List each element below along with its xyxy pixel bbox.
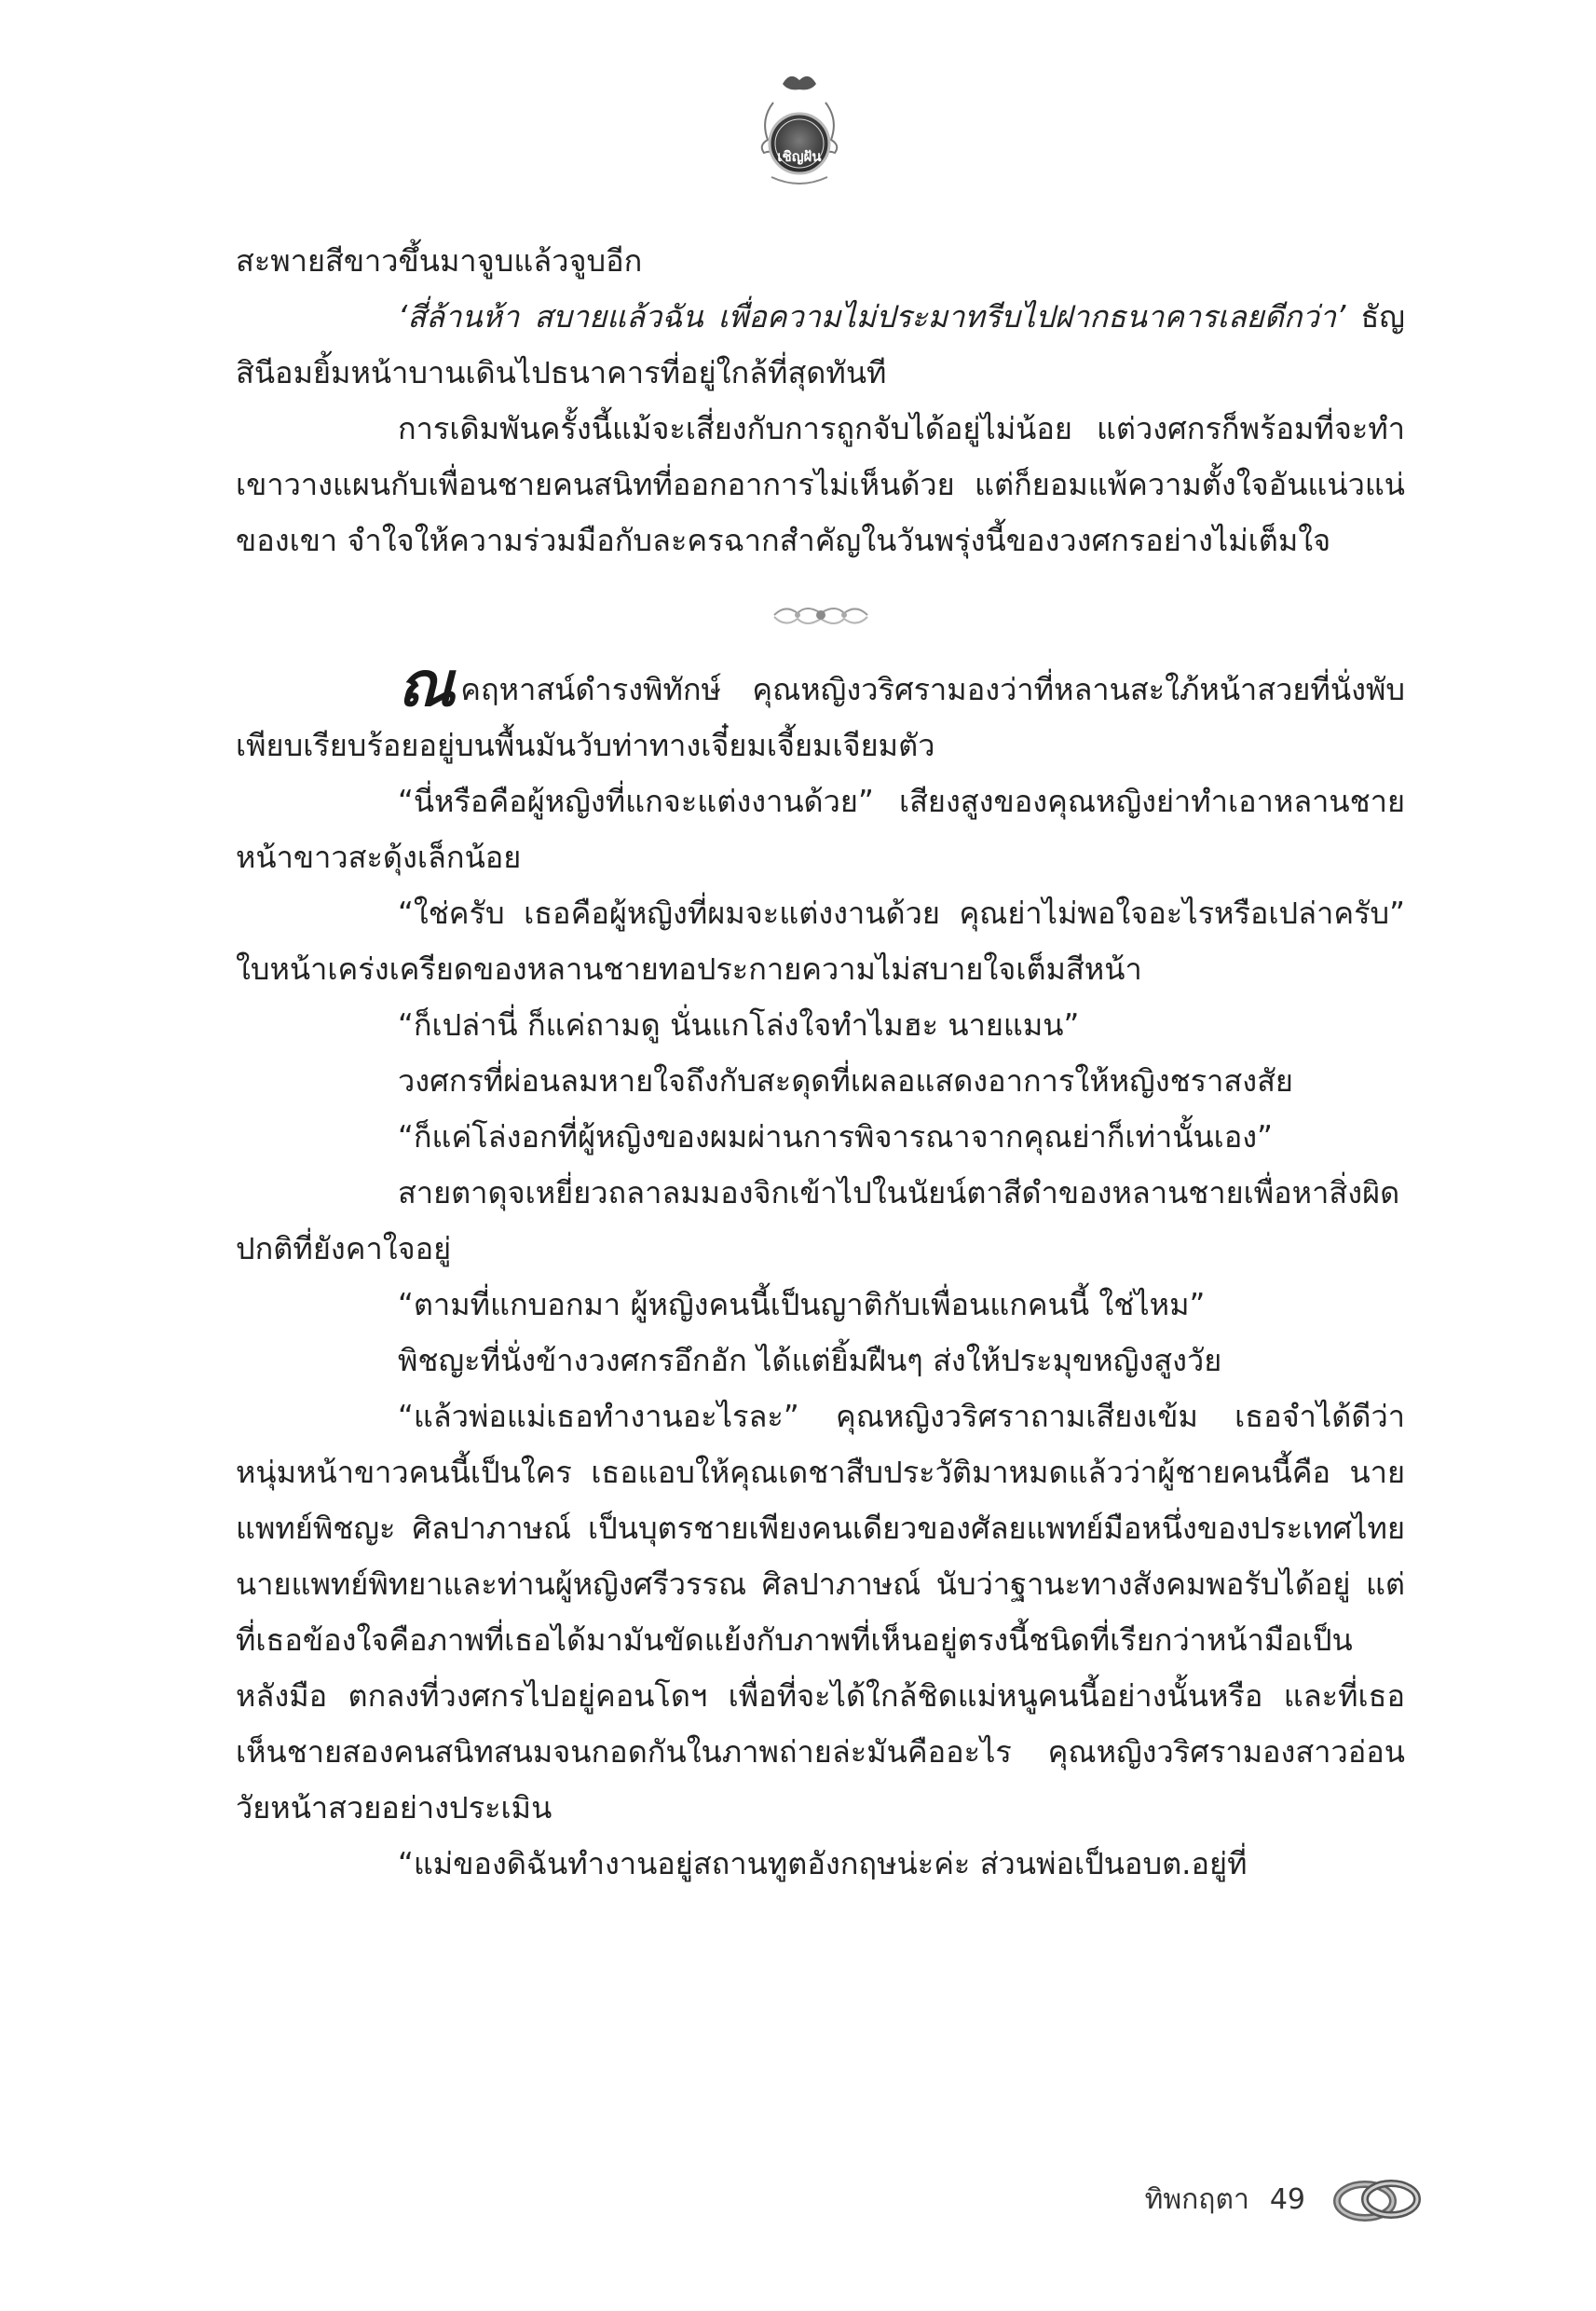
paragraph: “ใช่ครับ เธอคือผู้หญิงที่ผมจะแต่งงานด้วย คุณย่าไม่พอใจอะไรหรือเปล่าครับ” ใบหน้าเคร่งเครียดของหลานชายทอประกายความไม่สบายใจเต็มสีหน้า: [236, 896, 1405, 987]
paragraph: สายตาดุจเหยี่ยวถลาลมมองจิกเข้าไปในนัยน์ตาสีดำของหลานชายเพื่อหาสิ่งผิดปกติที่ยังคาใจอยู่: [236, 1175, 1400, 1266]
ornamental-crest-icon: [755, 65, 844, 186]
paragraph: สะพายสีขาวขึ้นมาจูบแล้วจูบอีก: [236, 243, 643, 279]
paragraph-text: ธัญสินีอมยิ้มหน้าบานเดินไปธนาคารที่อยู่ใกล้ที่สุดทันที: [236, 299, 1405, 390]
paragraph: [236, 289, 1405, 401]
emblem-text: เชิญฝัน: [777, 148, 822, 165]
wedding-rings-icon: [1326, 2171, 1428, 2227]
body-text: [236, 233, 1405, 1892]
paragraph: “แล้วพ่อแม่เธอทำงานอะไรละ” คุณหญิงวริศราถามเสียงเข้ม เธอจำได้ดีว่าหนุ่มหน้าขาวคนนี้เป็นใคร เธอแอบให้คุณเดชาสืบประวัติมาหมดแล้วว่าผู้ชายคนนี้คือ นายแพทย์พิชญะ ศิลปาภาษณ์ เป็นบุตรชายเพียงคนเดียวของศัลยแพทย์มือหนึ่งของประเทศไทย นายแพทย์พิทยาและท่านผู้หญิงศรีวรรณ ศิลปาภาษณ์ นับว่าฐานะทางสังคมพอรับได้อยู่ แต่ที่เธอข้องใจคือภาพที่เธอได้มามันขัดแย้งกับภาพที่เห็นอยู่ตรงนี้ชนิดที่เรียกว่าหน้ามือเป็นหลังมือ ตกลงที่วงศกรไปอยู่คอนโดฯ เพื่อที่จะได้ใกล้ชิดแม่หนูคนนี้อย่างนั้นหรือ และที่เธอเห็นชายสองคนสนิทสนมจนกอดกันในภาพถ่ายล่ะมันคืออะไร คุณหญิงวริศรามองสาวอ่อนวัยหน้าสวยอย่างประเมิน: [236, 1399, 1405, 1826]
page-number: 49: [1269, 2182, 1305, 2216]
book-title: ทิพกฤตา: [1144, 2182, 1249, 2216]
paragraph: “แม่ของดิฉันทำงานอยู่สถานทูตอังกฤษน่ะค่ะ ส่วนพ่อเป็นอบต.อยู่ที่: [398, 1846, 1248, 1881]
drop-cap: ณ: [398, 649, 456, 720]
dropcap-paragraph: [236, 649, 1405, 773]
italic-thought: ‘สี่ล้านห้า สบายแล้วฉัน เพื่อความไม่ประมาทรีบไปฝากธนาคารเลยดีกว่า’: [398, 299, 1346, 335]
page-footer: [1145, 2167, 1428, 2232]
section-divider: [236, 568, 1405, 662]
paragraph: “ตามที่แกบอกมา ผู้หญิงคนนี้เป็นญาติกับเพื่อนแกคนนี้ ใช่ไหม”: [398, 1287, 1206, 1322]
floral-divider-icon: [770, 596, 872, 634]
header-emblem: [755, 65, 844, 186]
paragraph: “ก็เปล่านี่ ก็แค่ถามดู นั่นแกโล่งใจทำไมฮะ นายแมน”: [398, 1007, 1080, 1043]
paragraph: พิชญะที่นั่งข้างวงศกรอึกอัก ได้แต่ยิ้มฝืนๆ ส่งให้ประมุขหญิงสูงวัย: [398, 1343, 1222, 1378]
paragraph: “ก็แค่โล่งอกที่ผู้หญิงของผมผ่านการพิจารณาจากคุณย่าก็เท่านั้นเอง”: [398, 1119, 1274, 1155]
paragraph: การเดิมพันครั้งนี้แม้จะเสี่ยงกับการถูกจับได้อยู่ไม่น้อย แต่วงศกรก็พร้อมที่จะทำ เขาวางแผนกับเพื่อนชายคนสนิทที่ออกอาการไม่เห็นด้วย แต่ก็ยอมแพ้ความตั้งใจอันแน่วแน่ของเขา จำใจให้ความร่วมมือกับละครฉากสำคัญในวันพรุ่งนี้ของวงศกรอย่างไม่เต็มใจ: [236, 411, 1405, 558]
paragraph: วงศกรที่ผ่อนลมหายใจถึงกับสะดุดที่เผลอแสดงอาการให้หญิงชราสงสัย: [398, 1063, 1293, 1099]
paragraph: “นี่หรือคือผู้หญิงที่แกจะแต่งงานด้วย” เสียงสูงของคุณหญิงย่าทำเอาหลานชายหน้าขาวสะดุ้งเล็กน้อย: [236, 784, 1405, 875]
paragraph-text: คฤหาสน์ดำรงพิทักษ์ คุณหญิงวริศรามองว่าที่หลานสะใภ้หน้าสวยที่นั่งพับเพียบเรียบร้อยอยู่บนพื้นมันวับท่าทางเจี๋ยมเจี้ยมเจียมตัว: [236, 672, 1405, 763]
